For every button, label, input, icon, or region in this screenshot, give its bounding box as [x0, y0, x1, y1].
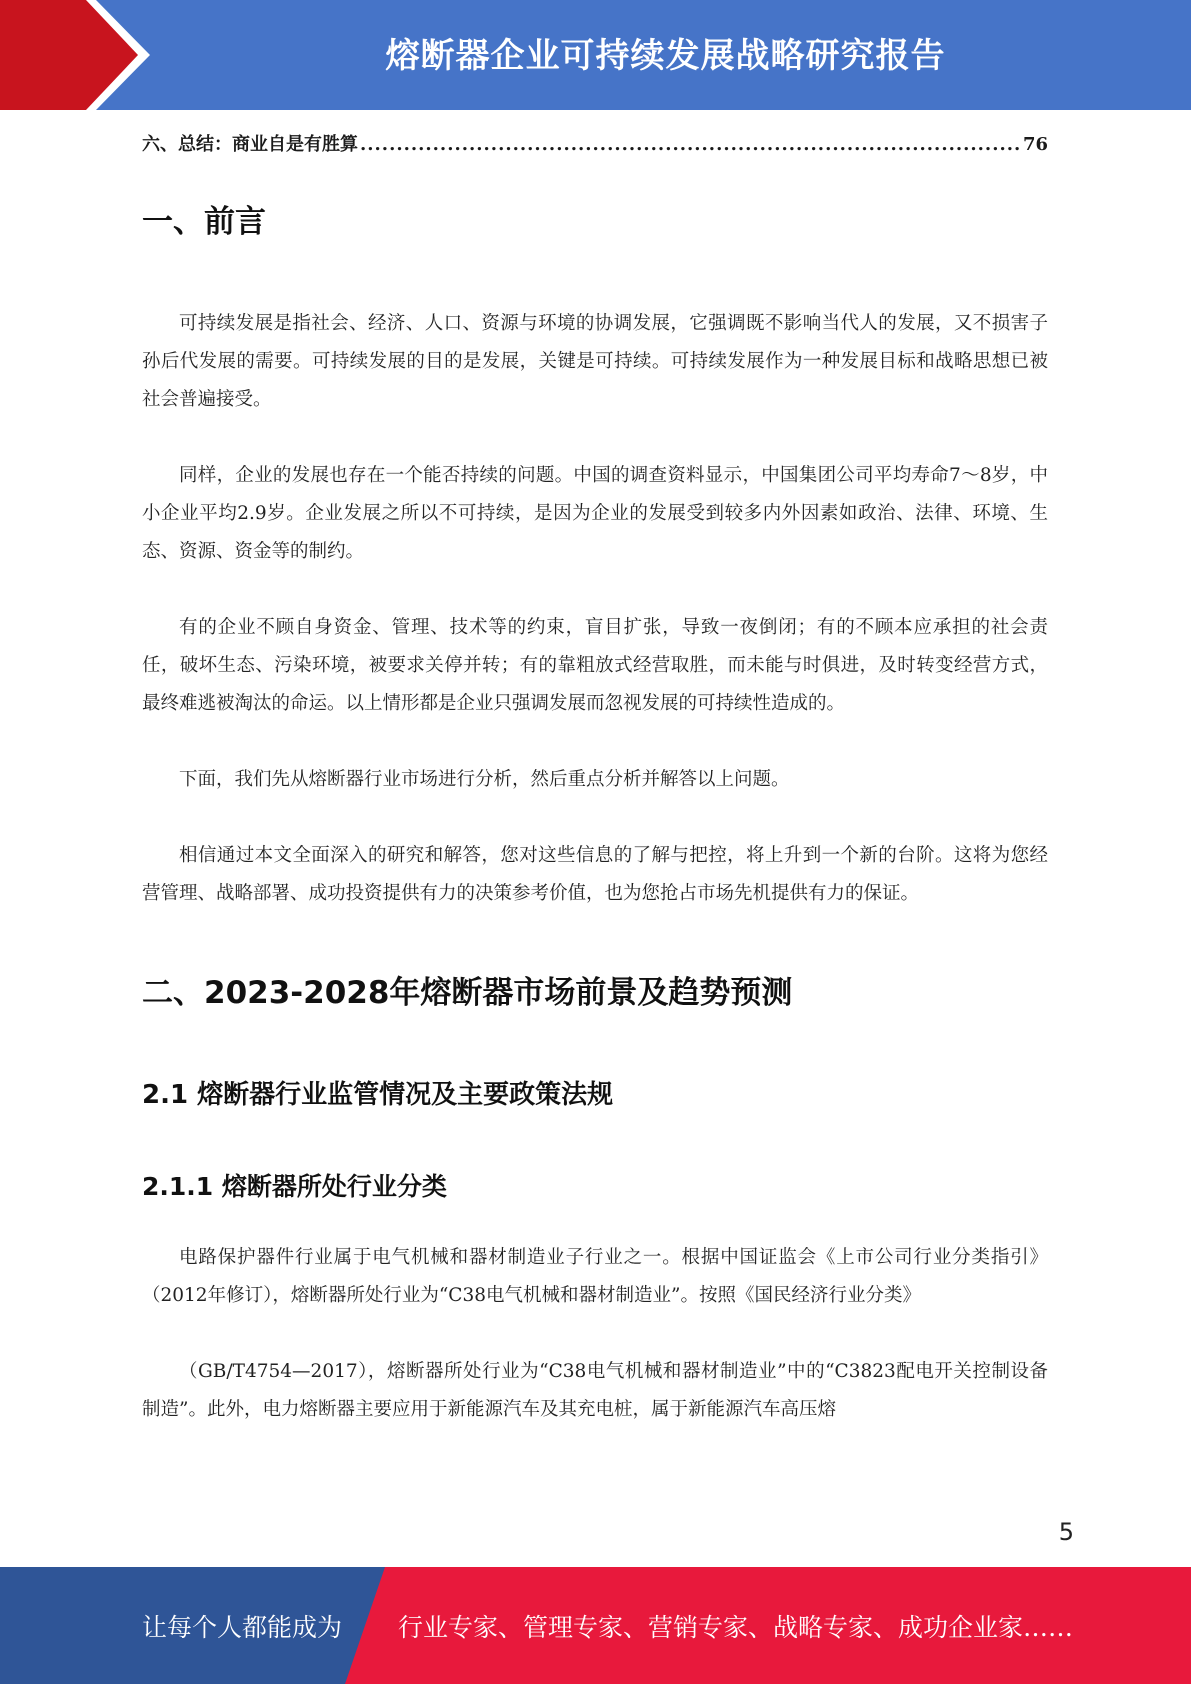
- page-number: 5: [1058, 1518, 1074, 1546]
- subsection-heading: 2.1 熔断器行业监管情况及主要政策法规: [142, 1080, 614, 1110]
- toc-entry-page: 76: [1022, 134, 1048, 155]
- report-title: 熔断器企业可持续发展战略研究报告: [385, 36, 946, 76]
- paragraph: 电路保护器件行业属于电气机械和器材制造业子行业之一。根据中国证监会《上市公司行业分类指引》（2012年修订），熔断器所处行业为“C38电气机械和器材制造业”。按照《国民经济行业分类》: [142, 1247, 1048, 1306]
- footer-slogan-right: 行业专家、管理专家、营销专家、战略专家、成功企业家……: [398, 1612, 1074, 1642]
- toc-leader-dots: [360, 134, 1021, 155]
- section-heading-preface: 一、前言: [142, 204, 266, 240]
- subsubsection-heading: 2.1.1 熔断器所处行业分类: [142, 1172, 447, 1201]
- paragraph: （GB/T4754—2017），熔断器所处行业为“C38电气机械和器材制造业”中的“C3823配电开关控制设备制造”。此外，电力熔断器主要应用于新能源汽车及其充电桩，属于新能源汽车高压熔: [142, 1361, 1048, 1420]
- paragraph: 下面，我们先从熔断器行业市场进行分析，然后重点分析并解答以上问题。: [179, 769, 790, 790]
- header-banner: [0, 0, 1191, 110]
- header-red-chevron: [0, 0, 150, 110]
- toc-entry-label: 六、总结：商业自是有胜算: [142, 134, 358, 155]
- section-heading-outlook: 二、2023-2028年熔断器市场前景及趋势预测: [142, 975, 793, 1011]
- paragraph: 相信通过本文全面深入的研究和解答，您对这些信息的了解与把控，将上升到一个新的台阶。这将为您经营管理、战略部署、成功投资提供有力的决策参考价值，也为您抢占市场先机提供有力的保证。: [142, 845, 1048, 904]
- paragraph: 可持续发展是指社会、经济、人口、资源与环境的协调发展，它强调既不影响当代人的发展，又不损害子孙后代发展的需要。可持续发展的目的是发展，关键是可持续。可持续发展作为一种发展目标和战略思想已被社会普遍接受。: [142, 313, 1048, 410]
- toc-entry[interactable]: [142, 130, 1048, 156]
- document-body: [142, 196, 1048, 1429]
- footer-banner: [0, 1567, 1191, 1684]
- paragraph: 同样，企业的发展也存在一个能否持续的问题。中国的调查资料显示，中国集团公司平均寿命7～8岁，中小企业平均2.9岁。企业发展之所以不可持续，是因为企业的发展受到较多内外因素如政治、法律、环境、生态、资源、资金等的制约。: [142, 465, 1048, 562]
- paragraph: 有的企业不顾自身资金、管理、技术等的约束，盲目扩张，导致一夜倒闭；有的不顾本应承担的社会责任，破坏生态、污染环境，被要求关停并转；有的靠粗放式经营取胜，而未能与时俱进，及时转变经营方式，最终难逃被淘汰的命运。以上情形都是企业只强调发展而忽视发展的可持续性造成的。: [142, 617, 1048, 714]
- footer-slogan-left: 让每个人都能成为: [142, 1612, 343, 1642]
